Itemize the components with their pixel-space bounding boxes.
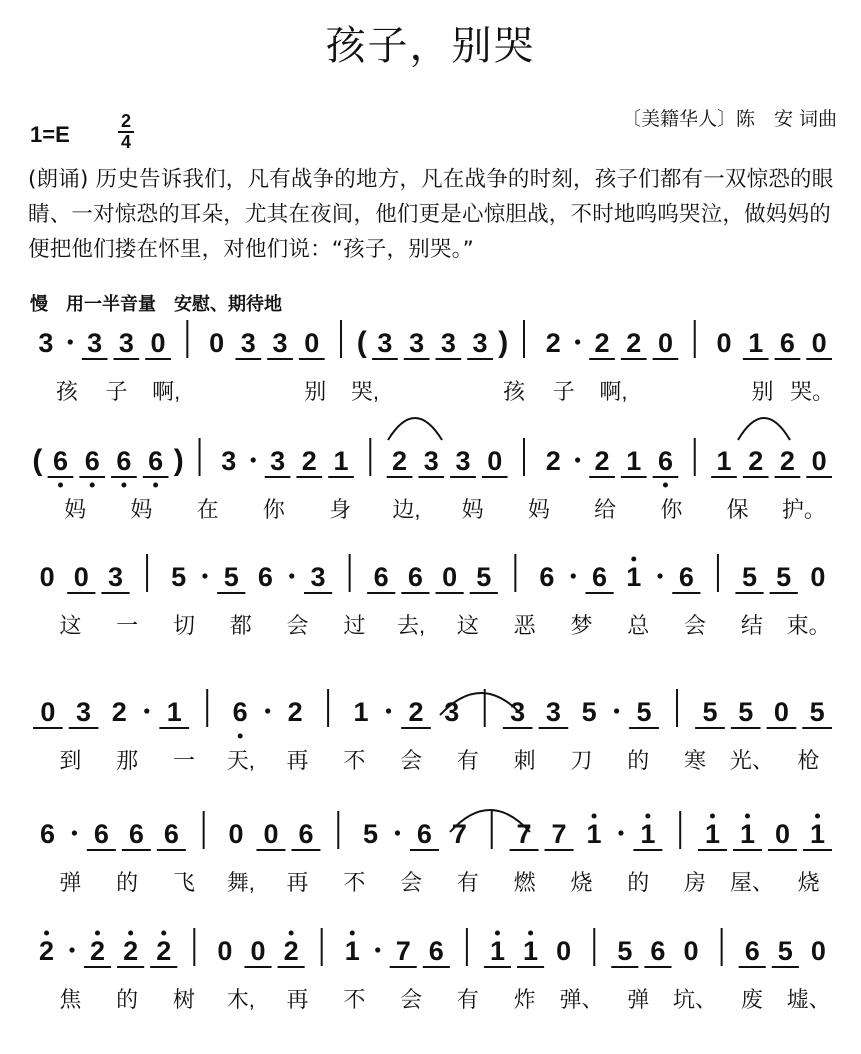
note: 2 (301, 446, 317, 476)
note: 3 (221, 446, 237, 476)
note: 3 (409, 328, 425, 358)
note: 3 (472, 328, 488, 358)
augmentation-dot (575, 457, 580, 462)
note: 3 (440, 328, 456, 358)
lyric-syllable: 恶 (513, 613, 536, 638)
note: 0 (40, 697, 56, 727)
lyric-syllable: 护。 (781, 497, 826, 522)
note: 0 (263, 819, 279, 849)
lyric-syllable: 弹 (627, 987, 650, 1012)
note: 3 (455, 446, 471, 476)
narration-text: (朗诵) 历史告诉我们，凡有战争的地方，凡在战争的时刻，孩子们都有一双惊恐的眼睛、一对惊恐的耳朵，尤其在夜间，他们更是心惊胆战，不时地呜呜哭泣，做妈妈的便把他们搂在怀里，对他们说：“孩子，别哭。” (28, 167, 834, 262)
key-signature: 1=E (30, 122, 70, 147)
lyric-syllable: 这 (456, 613, 479, 638)
low-octave-dot (153, 483, 158, 488)
note: 3 (423, 446, 439, 476)
note: 6 (128, 819, 144, 849)
lyric-syllable: 有 (456, 870, 479, 895)
note: 2 (156, 936, 172, 966)
note: 0 (716, 328, 732, 358)
lyric-syllable: 枪 (797, 748, 820, 773)
lyric-syllable: 弹、 (559, 987, 604, 1012)
lyric-syllable: 房 (684, 870, 707, 895)
note: 7 (395, 936, 411, 966)
song-title: 孩子，别哭 (325, 23, 536, 69)
low-octave-dot (58, 483, 63, 488)
lyric-syllable: 子 (552, 379, 575, 404)
note: 6 (84, 446, 100, 476)
note: 1 (586, 819, 602, 849)
lyric-syllable: 不 (343, 987, 366, 1012)
note: 1 (344, 936, 360, 966)
tempo-marking: 慢 用一半音量 安慰、期待地 (30, 294, 282, 315)
note: 6 (116, 446, 132, 476)
note: 6 (678, 562, 694, 592)
note: 6 (148, 446, 164, 476)
note: 3 (270, 446, 286, 476)
high-octave-dot (95, 931, 100, 936)
lyric-syllable: 的 (627, 748, 650, 773)
note: 2 (89, 936, 106, 966)
lyric-syllable: 结 (740, 613, 763, 638)
high-octave-dot (44, 931, 49, 936)
note: 5 (581, 697, 597, 727)
high-octave-dot (592, 814, 597, 819)
note: ( (32, 444, 43, 477)
note: 5 (363, 819, 379, 849)
note: 6 (52, 446, 69, 476)
note: ( (356, 326, 367, 359)
lyric-syllable: 墟、 (786, 987, 831, 1012)
note: 2 (287, 697, 303, 727)
note: 6 (592, 562, 608, 592)
note: 6 (93, 819, 109, 849)
augmentation-dot (571, 573, 576, 578)
lyric-syllable: 在 (196, 497, 219, 522)
lyric-syllable: 天, (226, 748, 255, 773)
lyric-syllable: 切 (172, 613, 195, 638)
note: 2 (111, 697, 127, 727)
note: 2 (545, 328, 561, 358)
lyric-syllable: 弹 (59, 870, 82, 895)
note: 0 (442, 562, 458, 592)
lyric-syllable: 啊, (152, 379, 181, 404)
note: 2 (779, 446, 795, 476)
lyric-syllable: 再 (286, 870, 309, 895)
augmentation-dot (69, 947, 74, 952)
note: 1 (166, 697, 182, 727)
time-signature-bottom: 4 (118, 131, 134, 152)
lyric-syllable: 废 (740, 987, 763, 1012)
slur-arc (388, 418, 442, 440)
note: 0 (217, 936, 233, 966)
note: 1 (716, 446, 732, 476)
high-octave-dot (815, 814, 820, 819)
lyric-syllable: 舞, (226, 870, 255, 895)
note: 1 (739, 819, 756, 849)
note: 6 (539, 562, 555, 592)
lyric-syllable: 过 (343, 613, 366, 638)
note: 0 (228, 819, 244, 849)
note: 1 (809, 819, 826, 849)
note: 6 (163, 819, 179, 849)
lyric-syllable: 子 (105, 379, 128, 404)
lyric-syllable: 树 (172, 987, 195, 1012)
lyric-syllable: 别 (751, 379, 774, 404)
lyric-syllable: 一 (116, 613, 139, 638)
high-octave-dot (528, 931, 533, 936)
lyric-syllable: 孩 (55, 379, 78, 404)
note: 0 (657, 328, 673, 358)
lyric-syllable: 哭, (350, 379, 380, 404)
lyric-syllable: 妈 (130, 497, 153, 522)
augmentation-dot (614, 708, 619, 713)
note: 2 (123, 936, 139, 966)
lyric-syllable: 那 (116, 748, 139, 773)
lyric-syllable: 会 (400, 748, 423, 773)
lyric-syllable: 去, (397, 613, 426, 638)
note: 5 (738, 697, 754, 727)
note: 3 (310, 562, 326, 592)
augmentation-dot (144, 708, 149, 713)
note: 0 (487, 446, 503, 476)
high-octave-dot (289, 931, 294, 936)
note: 6 (779, 328, 795, 358)
lyric-syllable: 烧 (797, 870, 820, 895)
note: 1 (748, 328, 764, 358)
lyric-syllable: 焦 (59, 987, 82, 1012)
note: 5 (741, 562, 758, 592)
high-octave-dot (495, 931, 500, 936)
augmentation-dot (375, 947, 380, 952)
augmentation-dot (265, 708, 270, 713)
lyric-syllable: 总 (627, 613, 650, 638)
high-octave-dot (128, 931, 133, 936)
note: ) (498, 326, 509, 359)
note: 3 (377, 328, 393, 358)
note: 1 (523, 936, 539, 966)
note: 7 (451, 819, 467, 849)
note: 1 (704, 819, 721, 849)
time-signature-top: 2 (120, 111, 131, 131)
note: 0 (810, 936, 826, 966)
note: 6 (257, 562, 273, 592)
note: 6 (407, 562, 423, 592)
high-octave-dot (645, 814, 650, 819)
note: 0 (39, 562, 55, 592)
note: 1 (353, 697, 369, 727)
augmentation-dot (68, 339, 73, 344)
high-octave-dot (631, 557, 636, 562)
slur-arc (738, 418, 790, 440)
note: 0 (683, 936, 699, 966)
lyric-syllable: 木, (226, 987, 255, 1012)
lyric-syllable: 不 (343, 870, 366, 895)
note: 0 (304, 328, 320, 358)
lyric-syllable: 屋、 (729, 870, 774, 895)
note: 5 (636, 697, 652, 727)
note: 0 (811, 328, 827, 358)
note: ) (173, 444, 184, 477)
note: 5 (777, 936, 793, 966)
note: 0 (811, 446, 827, 476)
lyric-syllable: 刺 (513, 748, 536, 773)
lyric-syllable: 烧 (570, 870, 593, 895)
note: 5 (476, 562, 492, 592)
note: 2 (392, 446, 408, 476)
note: 3 (240, 328, 256, 358)
lyric-syllable: 孩 (503, 379, 526, 404)
low-octave-dot (90, 483, 95, 488)
high-octave-dot (710, 814, 715, 819)
note: 0 (209, 328, 225, 358)
augmentation-dot (395, 830, 400, 835)
augmentation-dot (251, 457, 256, 462)
note: 0 (73, 562, 89, 592)
lyric-syllable: 啊, (599, 379, 628, 404)
note: 2 (594, 446, 610, 476)
note: 0 (150, 328, 166, 358)
lyric-syllable: 会 (684, 613, 707, 638)
note: 3 (510, 697, 526, 727)
note: 6 (373, 562, 389, 592)
augmentation-dot (289, 573, 294, 578)
augmentation-dot (386, 708, 391, 713)
lyric-syllable: 再 (286, 748, 309, 773)
high-octave-dot (745, 814, 750, 819)
lyric-syllable: 的 (116, 987, 139, 1012)
note: 0 (773, 697, 789, 727)
note: 0 (556, 936, 572, 966)
low-octave-dot (238, 734, 243, 739)
low-octave-dot (121, 483, 126, 488)
lyric-syllable: 会 (400, 870, 423, 895)
lyric-syllable: 都 (229, 613, 252, 638)
note: 5 (223, 562, 239, 592)
note: 3 (272, 328, 288, 358)
lyric-syllable: 寒 (684, 748, 707, 773)
note: 3 (118, 328, 134, 358)
lyric-syllable: 你 (660, 497, 683, 522)
note: 5 (617, 936, 633, 966)
lyric-syllable: 到 (59, 748, 82, 773)
lyric-syllable: 坑、 (673, 987, 718, 1012)
note: 6 (416, 819, 432, 849)
lyric-syllable: 光、 (729, 748, 774, 773)
lyric-syllable: 一 (172, 748, 195, 773)
note: 0 (250, 936, 266, 966)
lyric-syllable: 妈 (461, 497, 484, 522)
lyric-syllable: 不 (343, 748, 366, 773)
high-octave-dot (161, 931, 166, 936)
augmentation-dot (202, 573, 207, 578)
note: 0 (810, 562, 826, 592)
lyric-syllable: 再 (286, 987, 309, 1012)
note: 5 (809, 697, 825, 727)
lyric-syllable: 束。 (786, 613, 831, 638)
note: 1 (626, 446, 642, 476)
low-octave-dot (663, 483, 668, 488)
note: 2 (408, 697, 424, 727)
lyric-syllable: 身 (329, 497, 352, 522)
note: 7 (551, 819, 567, 849)
lyric-syllable: 边, (392, 497, 421, 522)
lyric-syllable: 刀 (570, 748, 593, 773)
note: 3 (76, 697, 92, 727)
lyric-syllable: 给 (594, 497, 617, 522)
lyric-syllable: 有 (456, 987, 479, 1012)
note: 6 (298, 819, 314, 849)
augmentation-dot (657, 573, 662, 578)
note: 6 (650, 936, 666, 966)
note: 1 (640, 819, 656, 849)
composer-credit: 〔美籍华人〕陈 安 词曲 (621, 108, 837, 130)
note: 2 (283, 936, 299, 966)
note: 2 (39, 936, 55, 966)
augmentation-dot (575, 339, 580, 344)
augmentation-dot (618, 830, 623, 835)
note: 3 (38, 328, 54, 358)
note: 1 (333, 446, 349, 476)
note: 6 (428, 936, 444, 966)
note: 3 (107, 562, 124, 592)
note: 0 (774, 819, 791, 849)
lyric-syllable: 燃 (513, 870, 536, 895)
note: 5 (776, 562, 792, 592)
note: 1 (489, 936, 505, 966)
note: 6 (744, 936, 760, 966)
note: 3 (545, 697, 561, 727)
lyric-syllable: 这 (59, 613, 82, 638)
lyric-syllable: 哭。 (790, 379, 835, 404)
lyric-syllable: 妈 (64, 497, 87, 522)
note: 2 (748, 446, 764, 476)
high-octave-dot (350, 931, 355, 936)
note: 1 (626, 562, 642, 592)
note: 2 (545, 446, 561, 476)
lyric-syllable: 会 (400, 987, 423, 1012)
lyric-syllable: 的 (627, 870, 650, 895)
lyric-syllable: 你 (262, 497, 285, 522)
note: 3 (444, 697, 460, 727)
note: 2 (626, 328, 642, 358)
lyric-syllable: 飞 (172, 870, 195, 895)
note: 6 (657, 446, 673, 476)
note: 5 (702, 697, 718, 727)
lyric-syllable: 梦 (570, 613, 593, 638)
lyric-syllable: 炸 (513, 987, 536, 1012)
lyric-syllable: 会 (286, 613, 309, 638)
lyric-syllable: 妈 (527, 497, 550, 522)
note: 3 (87, 328, 103, 358)
note: 2 (594, 328, 610, 358)
lyric-syllable: 保 (726, 497, 749, 522)
lyric-syllable: 有 (456, 748, 479, 773)
note: 6 (39, 819, 56, 849)
lyric-syllable: 的 (116, 870, 139, 895)
note: 6 (232, 697, 248, 727)
augmentation-dot (72, 830, 77, 835)
note: 7 (516, 819, 532, 849)
lyric-syllable: 别 (304, 379, 327, 404)
note: 5 (171, 562, 187, 592)
